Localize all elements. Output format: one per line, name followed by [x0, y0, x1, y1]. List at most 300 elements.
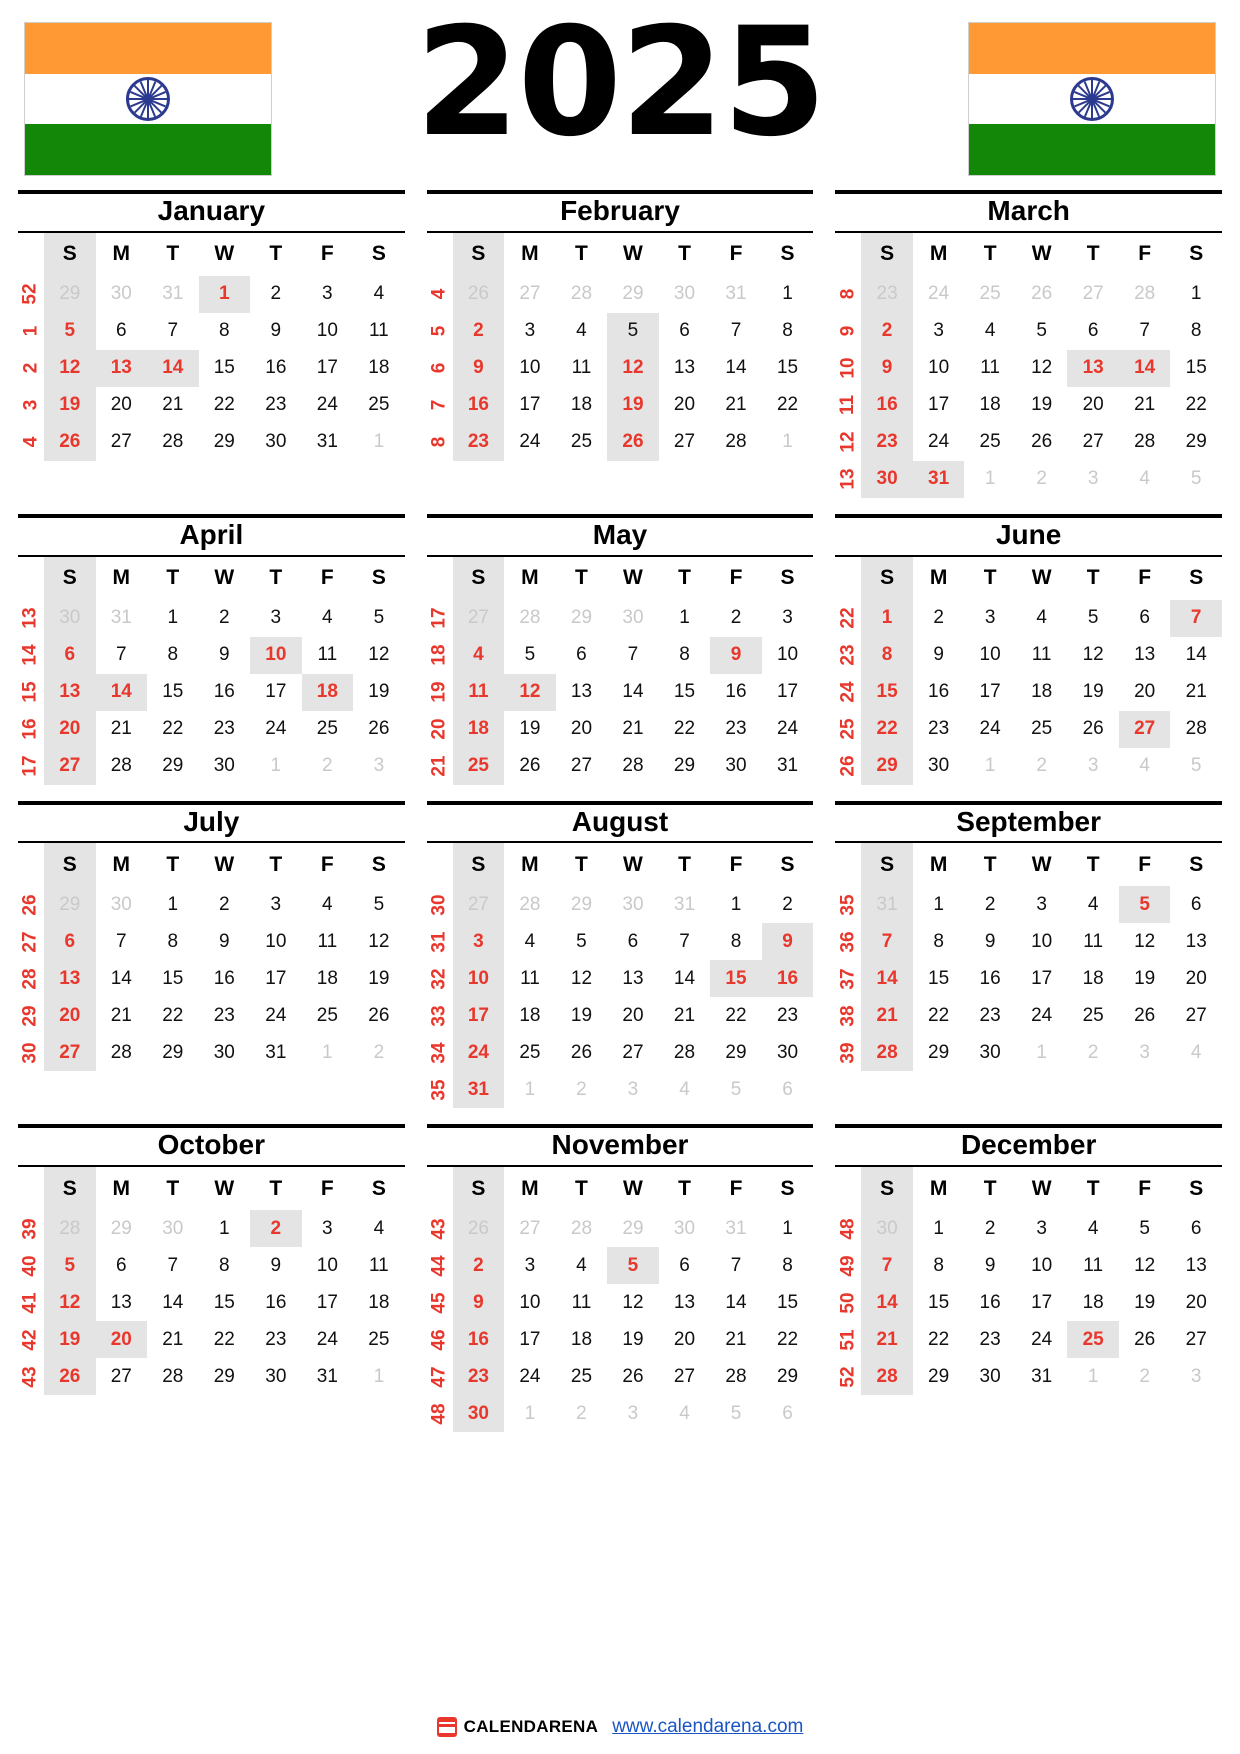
- day-cell: 2: [984, 893, 996, 915]
- day-cell: 22: [725, 1004, 747, 1026]
- week-row: [427, 424, 814, 461]
- day-cell: 18: [570, 394, 593, 416]
- day-cell: 14: [1119, 350, 1171, 387]
- week-number-label: 5: [428, 326, 450, 337]
- week-number-label: 48: [837, 1218, 859, 1240]
- day-cell: 18: [368, 1291, 390, 1313]
- day-cell: 12: [570, 967, 593, 989]
- day-cell: 25: [1067, 1321, 1119, 1358]
- day-cell: 16: [762, 960, 814, 997]
- month-name: November: [427, 1124, 814, 1167]
- day-cell: 28: [110, 755, 132, 777]
- day-cell: 17: [265, 967, 287, 989]
- day-cell: 23: [861, 276, 913, 313]
- day-cell: 3: [373, 755, 385, 777]
- day-cell: 12: [504, 674, 556, 711]
- week-row: [18, 600, 405, 637]
- week-row: [835, 424, 1222, 461]
- day-cell: 28: [725, 431, 747, 453]
- day-cell: 9: [219, 644, 230, 666]
- day-cell: 7: [115, 930, 127, 952]
- day-cell: 26: [519, 755, 541, 777]
- day-cell: 6: [44, 637, 96, 674]
- week-number-header: [835, 233, 861, 276]
- day-of-week-header: F: [729, 566, 743, 590]
- week-row: [427, 276, 814, 313]
- day-cell: 12: [607, 350, 659, 387]
- day-cell: 4: [322, 893, 333, 915]
- day-cell: 7: [627, 644, 639, 666]
- day-cell: 2: [861, 313, 913, 350]
- day-cell: 27: [673, 431, 696, 453]
- month-table: [18, 557, 405, 785]
- day-cell: 18: [570, 1328, 593, 1350]
- day-of-week-header: W: [623, 566, 643, 590]
- week-row: [427, 1071, 814, 1108]
- day-of-week-header: T: [269, 852, 283, 876]
- day-cell: 27: [110, 431, 132, 453]
- week-number: [18, 1034, 44, 1071]
- day-cell: 9: [710, 637, 762, 674]
- day-cell: 24: [776, 718, 799, 740]
- week-number: [427, 387, 453, 424]
- day-cell: 26: [1082, 718, 1104, 740]
- day-cell: 25: [368, 1328, 390, 1350]
- week-number: [427, 711, 453, 748]
- week-row: [835, 313, 1222, 350]
- day-of-week-header: S: [44, 843, 96, 886]
- day-cell: 10: [519, 357, 541, 379]
- day-of-week-header: W: [214, 566, 235, 590]
- day-cell: 3: [1190, 1365, 1202, 1387]
- month-table: [835, 843, 1222, 1071]
- day-cell: 20: [110, 394, 132, 416]
- day-cell: 2: [322, 755, 333, 777]
- week-number: [18, 387, 44, 424]
- day-cell: 14: [673, 967, 696, 989]
- day-cell: 20: [673, 1328, 696, 1350]
- day-cell: 29: [928, 1365, 950, 1387]
- day-of-week-header: S: [861, 557, 913, 600]
- day-cell: 23: [776, 1004, 799, 1026]
- week-row: [427, 1284, 814, 1321]
- month-name: March: [835, 190, 1222, 233]
- day-cell: 2: [219, 893, 230, 915]
- day-cell: 26: [1134, 1004, 1156, 1026]
- day-cell: 22: [861, 711, 913, 748]
- day-cell: 9: [270, 1254, 282, 1276]
- day-cell: 11: [453, 674, 505, 711]
- week-number: [427, 1284, 453, 1321]
- week-number-label: 52: [837, 1366, 859, 1388]
- day-cell: 4: [679, 1402, 690, 1424]
- day-cell: 23: [979, 1004, 1001, 1026]
- week-number-label: 3: [19, 400, 41, 411]
- week-number: [427, 600, 453, 637]
- day-cell: 19: [622, 1328, 644, 1350]
- week-number: [18, 997, 44, 1034]
- day-of-week-header: S: [371, 566, 386, 590]
- day-cell: 27: [453, 886, 505, 923]
- day-cell: 1: [1190, 283, 1202, 305]
- day-cell: 12: [622, 1291, 644, 1313]
- day-cell: 26: [368, 718, 390, 740]
- day-cell: 16: [725, 681, 747, 703]
- day-cell: 2: [1087, 1041, 1099, 1063]
- month-block: [427, 801, 814, 1109]
- week-row: [427, 711, 814, 748]
- week-number-header: [835, 557, 861, 600]
- day-cell: 26: [368, 1004, 390, 1026]
- month-block: [427, 514, 814, 785]
- day-cell: 8: [219, 1254, 230, 1276]
- day-cell: 14: [96, 674, 148, 711]
- brand-label: CALENDARENA: [463, 1717, 599, 1736]
- week-number: [427, 1395, 453, 1432]
- day-cell: 30: [265, 431, 287, 453]
- day-cell: 1: [219, 1217, 230, 1239]
- day-cell: 19: [1134, 1291, 1156, 1313]
- day-cell: 4: [1190, 1041, 1202, 1063]
- day-of-week-header: T: [575, 566, 588, 590]
- week-number-label: 30: [19, 1042, 41, 1064]
- day-cell: 20: [44, 997, 96, 1034]
- day-cell: 31: [162, 283, 184, 305]
- day-cell: 31: [776, 755, 799, 777]
- day-cell: 5: [730, 1402, 742, 1424]
- day-cell: 6: [576, 644, 587, 666]
- month-block: [18, 514, 405, 785]
- day-cell: 12: [1082, 644, 1104, 666]
- footer: [0, 1716, 1240, 1738]
- week-row: [835, 1284, 1222, 1321]
- day-cell: 21: [673, 1004, 696, 1026]
- months-grid: [0, 190, 1240, 1432]
- ashoka-chakra-icon: [1070, 77, 1114, 121]
- day-cell: 1: [933, 893, 944, 915]
- day-of-week-header: S: [371, 852, 386, 876]
- day-cell: 5: [1139, 1217, 1150, 1239]
- day-cell: 5: [1119, 886, 1171, 923]
- week-row: [835, 637, 1222, 674]
- week-number: [18, 886, 44, 923]
- day-cell: 1: [782, 431, 793, 453]
- week-number-label: 38: [837, 1005, 859, 1027]
- day-cell: 24: [316, 1328, 338, 1350]
- week-row: [835, 350, 1222, 387]
- day-cell: 11: [369, 320, 389, 342]
- week-number: [427, 1071, 453, 1108]
- day-cell: 2: [782, 893, 793, 915]
- day-cell: 10: [316, 320, 338, 342]
- day-cell: 9: [453, 1284, 505, 1321]
- day-cell: 3: [1087, 468, 1099, 490]
- week-number: [835, 424, 861, 461]
- day-cell: 31: [673, 893, 696, 915]
- day-cell: 21: [110, 718, 132, 740]
- week-row: [18, 276, 405, 313]
- week-row: [835, 387, 1222, 424]
- week-number: [835, 387, 861, 424]
- month-table: [835, 557, 1222, 785]
- day-cell: 16: [265, 1291, 287, 1313]
- day-cell: 22: [1185, 394, 1207, 416]
- week-row: [835, 1358, 1222, 1395]
- day-cell: 19: [44, 387, 96, 424]
- day-cell: 29: [725, 1041, 747, 1063]
- week-number: [835, 997, 861, 1034]
- website-link[interactable]: www.calendarena.com: [612, 1716, 804, 1737]
- day-of-week-header: W: [214, 242, 235, 266]
- day-cell: 11: [571, 357, 592, 379]
- week-number: [18, 1284, 44, 1321]
- day-of-week-header: T: [678, 242, 691, 266]
- month-block: [835, 514, 1222, 785]
- week-number-header: [835, 843, 861, 886]
- week-row: [18, 711, 405, 748]
- day-of-week-header: T: [678, 1176, 691, 1200]
- day-cell: 29: [776, 1365, 799, 1387]
- calendar-icon: [437, 1717, 457, 1737]
- day-of-week-header: T: [1086, 852, 1100, 876]
- day-cell: 26: [570, 1041, 593, 1063]
- day-cell: 15: [776, 1291, 799, 1313]
- day-of-week-header: F: [320, 566, 334, 590]
- week-number-label: 19: [428, 681, 450, 703]
- week-row: [18, 637, 405, 674]
- week-number-label: 16: [19, 718, 41, 740]
- day-cell: 23: [979, 1328, 1001, 1350]
- day-cell: 21: [162, 394, 184, 416]
- day-cell: 6: [627, 930, 639, 952]
- week-row: [18, 960, 405, 997]
- day-of-week-header: F: [729, 852, 743, 876]
- month-name: July: [18, 801, 405, 844]
- week-number-label: 33: [428, 1005, 450, 1027]
- week-number: [18, 637, 44, 674]
- day-of-week-header: S: [44, 1167, 96, 1210]
- day-cell: 30: [861, 461, 913, 498]
- day-of-week-header: W: [623, 242, 643, 266]
- day-cell: 24: [979, 718, 1001, 740]
- day-cell: 18: [979, 394, 1001, 416]
- day-cell: 8: [730, 930, 742, 952]
- week-number: [18, 1210, 44, 1247]
- week-row: [18, 350, 405, 387]
- day-cell: 14: [861, 1284, 913, 1321]
- day-cell: 29: [622, 1217, 644, 1239]
- day-cell: 28: [725, 1365, 747, 1387]
- day-cell: 25: [979, 283, 1001, 305]
- day-of-week-header: T: [269, 242, 283, 266]
- week-number: [427, 1321, 453, 1358]
- day-cell: 22: [673, 718, 696, 740]
- day-cell: 21: [1134, 394, 1156, 416]
- month-name: December: [835, 1124, 1222, 1167]
- day-of-week-header: T: [166, 242, 180, 266]
- day-cell: 21: [1185, 681, 1207, 703]
- day-cell: 24: [265, 1004, 287, 1026]
- day-cell: 2: [576, 1078, 587, 1100]
- year-title: 2025: [415, 0, 825, 170]
- day-cell: 26: [1134, 1328, 1156, 1350]
- week-number: [18, 1247, 44, 1284]
- week-number-label: 30: [428, 894, 450, 916]
- day-cell: 27: [622, 1041, 644, 1063]
- day-cell: 25: [453, 748, 505, 785]
- day-of-week-header: M: [112, 242, 131, 266]
- day-cell: 17: [979, 681, 1001, 703]
- week-row: [835, 923, 1222, 960]
- week-number-label: 46: [428, 1329, 450, 1351]
- week-number: [835, 960, 861, 997]
- day-cell: 7: [1139, 320, 1150, 342]
- day-cell: 16: [265, 357, 287, 379]
- day-cell: 17: [265, 681, 287, 703]
- day-cell: 27: [1185, 1328, 1207, 1350]
- flag-green-band: [969, 124, 1215, 175]
- day-cell: 8: [933, 930, 944, 952]
- day-cell: 1: [167, 607, 179, 629]
- day-cell: 27: [1119, 711, 1171, 748]
- week-number-label: 1: [19, 326, 41, 337]
- day-cell: 4: [984, 320, 996, 342]
- day-cell: 31: [316, 1365, 338, 1387]
- week-number: [427, 1247, 453, 1284]
- week-row: [18, 748, 405, 785]
- day-cell: 26: [607, 424, 659, 461]
- day-cell: 30: [673, 283, 696, 305]
- month-name: August: [427, 801, 814, 844]
- day-of-week-header: T: [983, 566, 997, 590]
- calendar-header: [0, 0, 1240, 190]
- day-cell: 20: [1185, 1291, 1207, 1313]
- day-cell: 30: [622, 607, 644, 629]
- day-cell: 21: [725, 394, 747, 416]
- day-cell: 31: [861, 886, 913, 923]
- day-cell: 28: [519, 607, 541, 629]
- day-cell: 24: [928, 283, 950, 305]
- day-of-week-header: W: [214, 852, 235, 876]
- day-cell: 4: [453, 637, 505, 674]
- day-cell: 28: [162, 431, 184, 453]
- day-of-week-header: F: [1138, 242, 1152, 266]
- week-number: [18, 313, 44, 350]
- day-of-week-header: S: [780, 242, 795, 266]
- day-cell: 6: [1087, 320, 1099, 342]
- week-number-label: 23: [837, 644, 859, 666]
- day-cell: 1: [524, 1402, 536, 1424]
- day-cell: 15: [861, 674, 913, 711]
- day-of-week-header: W: [1031, 1176, 1052, 1200]
- day-cell: 8: [167, 930, 179, 952]
- day-cell: 31: [453, 1071, 505, 1108]
- day-cell: 4: [1139, 468, 1150, 490]
- week-number-label: 11: [837, 395, 859, 416]
- day-cell: 27: [519, 1217, 541, 1239]
- day-cell: 9: [984, 1254, 996, 1276]
- week-row: [427, 674, 814, 711]
- day-of-week-header: M: [929, 242, 948, 266]
- month-table: [18, 233, 405, 461]
- day-cell: 1: [782, 283, 793, 305]
- day-cell: 12: [44, 350, 96, 387]
- flag-saffron-band: [969, 23, 1215, 74]
- day-of-week-header: F: [1138, 566, 1152, 590]
- month-block: [835, 801, 1222, 1109]
- day-cell: 25: [316, 718, 338, 740]
- day-cell: 4: [1087, 1217, 1099, 1239]
- day-cell: 3: [270, 607, 282, 629]
- day-cell: 18: [453, 711, 505, 748]
- day-cell: 10: [1031, 1254, 1053, 1276]
- day-cell: 18: [1082, 967, 1104, 989]
- day-cell: 17: [453, 997, 505, 1034]
- day-cell: 11: [571, 1291, 592, 1313]
- week-number-header: [427, 843, 453, 886]
- day-of-week-header: T: [678, 566, 691, 590]
- day-cell: 12: [368, 644, 390, 666]
- week-number: [835, 637, 861, 674]
- day-cell: 29: [162, 1041, 184, 1063]
- day-of-week-header: S: [371, 242, 386, 266]
- week-row: [835, 276, 1222, 313]
- day-cell: 2: [453, 1247, 505, 1284]
- day-cell: 1: [984, 468, 996, 490]
- week-row: [427, 1210, 814, 1247]
- day-cell: 30: [213, 1041, 235, 1063]
- day-cell: 26: [453, 1210, 505, 1247]
- week-row: [835, 674, 1222, 711]
- day-of-week-header: T: [166, 852, 180, 876]
- day-cell: 3: [1087, 755, 1099, 777]
- day-cell: 6: [1190, 1217, 1202, 1239]
- day-cell: 1: [167, 893, 179, 915]
- day-cell: 7: [679, 930, 690, 952]
- day-cell: 22: [776, 1328, 799, 1350]
- day-cell: 20: [1185, 967, 1207, 989]
- day-cell: 2: [933, 607, 944, 629]
- week-row: [835, 1210, 1222, 1247]
- day-cell: 13: [1067, 350, 1119, 387]
- day-cell: 30: [979, 1041, 1001, 1063]
- day-cell: 24: [519, 431, 541, 453]
- day-cell: 1: [1087, 1365, 1099, 1387]
- day-cell: 22: [928, 1004, 950, 1026]
- day-cell: 25: [570, 431, 593, 453]
- day-cell: 22: [162, 1004, 184, 1026]
- week-number-label: 25: [837, 718, 859, 740]
- day-of-week-header: M: [521, 566, 539, 590]
- day-of-week-header: M: [112, 852, 131, 876]
- week-row: [835, 600, 1222, 637]
- day-cell: 3: [322, 1217, 333, 1239]
- day-cell: 9: [270, 320, 282, 342]
- week-number-label: 51: [837, 1329, 859, 1351]
- week-row: [835, 461, 1222, 498]
- month-name: February: [427, 190, 814, 233]
- day-cell: 2: [250, 1210, 302, 1247]
- day-cell: 22: [213, 1328, 235, 1350]
- day-cell: 24: [519, 1365, 541, 1387]
- week-number-label: 18: [428, 644, 450, 666]
- month-table: [427, 233, 814, 461]
- day-cell: 1: [1036, 1041, 1047, 1063]
- week-number-label: 2: [19, 363, 41, 374]
- day-cell: 14: [1185, 644, 1207, 666]
- week-number-label: 28: [19, 968, 41, 990]
- day-of-week-header: M: [112, 1176, 131, 1200]
